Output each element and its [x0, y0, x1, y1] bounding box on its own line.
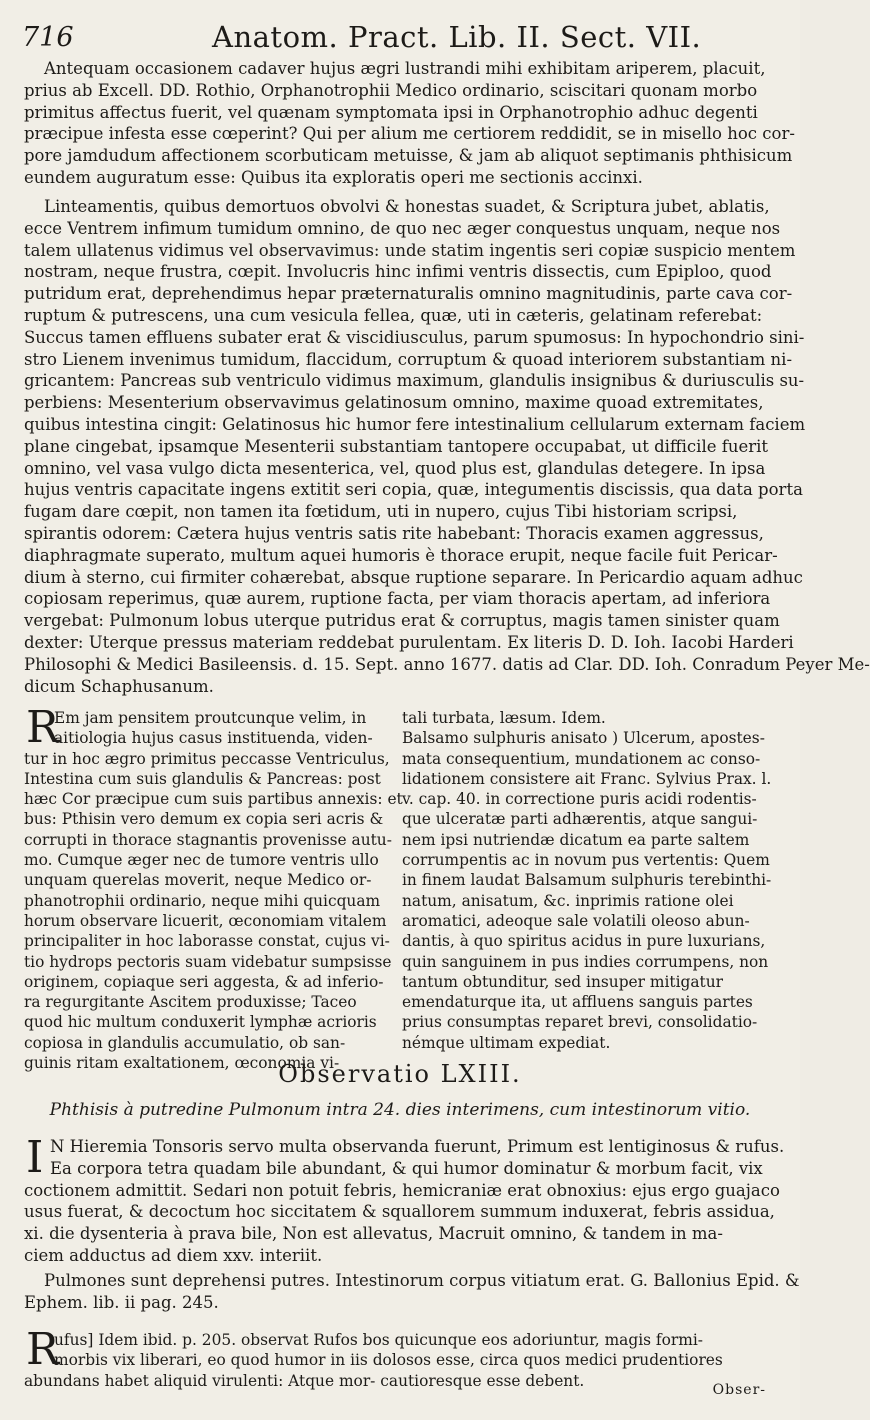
text-line: nostram, neque frustra, cœpit. Involucris hinc infimi ventris dissectis, cum Epiploo, quod: [24, 262, 772, 282]
text-line: usus fuerat, & decoctum hoc siccitatem & squallorem summum induxerat, febris assidua,: [24, 1202, 775, 1222]
text-line: principaliter in hoc laborasse constat, cujus vi-: [24, 932, 390, 951]
text-line: Balsamo sulphuris anisato ) Ulcerum, apostes-: [402, 729, 765, 748]
text-line: tio hydrops pectoris suam videbatur sumpsisse: [24, 952, 392, 971]
drop-cap-footer: R: [26, 1324, 60, 1375]
text-line: corrumpentis ac in novum pus vertentis: Quem: [402, 851, 770, 870]
text-line: prius ab Excell. DD. Rothio, Orphanotrophii Medico ordinario, sciscitari quonam morbo: [24, 80, 758, 100]
text-line: tantum obtunditur, sed insuper mitigatur: [402, 972, 724, 991]
observatio-heading: Observatio LXIII.: [278, 1060, 522, 1088]
drop-cap-observatio: I: [26, 1132, 44, 1183]
text-line: némque ultimam expediat.: [402, 1033, 611, 1052]
text-line: quibus intestina cingit: Gelatinosus hic humor fere intestinalium cellularum externam faciem: [24, 414, 806, 434]
running-title: Anatom. Pract. Lib. II. Sect. VII.: [212, 20, 702, 54]
text-line: primitus affectus fuerit, vel quænam symptomata ipsi in Orphanotrophio adhuc degenti: [24, 102, 758, 122]
text-line: omnino, vel vasa vulgo dicta mesenterica, vel, quod plus est, glandulas detegere. In ipsa: [24, 458, 766, 478]
observatio-citation: [24, 1270, 800, 1314]
text-line: putridum erat, deprehendimus hepar præternaturalis omnino magnitudinis, parte cava cor-: [24, 284, 793, 304]
text-line: Philosophi & Medici Basileensis. d. 15. Sept. anno 1677. datis ad Clar. DD. Ioh. Conradum Peyer Me-: [24, 654, 870, 674]
drop-cap-left: R: [26, 702, 60, 753]
text-line: tur in hoc ægro primitus peccasse Ventriculus,: [24, 749, 390, 768]
text-line: dium à sterno, cui firmiter cohærebat, absque ruptione separare. In Pericardio aquam adhuc: [24, 567, 803, 587]
text-line: emendaturque ita, ut affluens sanguis partes: [402, 993, 753, 1012]
text-line: ecce Ventrem infimum tumidum omnino, de quo nec æger conquestus unquam, neque nos: [24, 218, 781, 238]
text-line: vergebat: Pulmonum lobus uterque putridus erat & corruptus, magis tamen sinister quam: [24, 611, 780, 631]
text-line: v. cap. 40. in correctione puris acidi rodentis-: [402, 790, 757, 809]
text-line: ciem adductus ad diem xxv. interiit.: [24, 1245, 323, 1265]
text-line: hujus ventris capacitate ingens extitit seri copia, quæ, integumentis discissis, qua data porta: [24, 480, 803, 500]
text-line: tali turbata, læsum. Idem.: [402, 709, 606, 727]
text-line: nem ipsi nutriendæ dicatum ea parte saltem: [402, 830, 750, 849]
text-line: Linteamentis, quibus demortuos obvolvi & honestas suadet, & Scriptura jubet, ablatis,: [44, 197, 770, 216]
text-line: morbis vix liberari, eo quod humor in iis dolosos esse, circa quos medici prudentiores: [54, 1351, 723, 1370]
text-line: Ephem. lib. ii pag. 245.: [24, 1292, 219, 1312]
text-line: hæc Cor præcipue cum suis partibus annexis: et: [24, 790, 403, 809]
text-line: Succus tamen effluens subater erat & viscidiusculus, parum spumosus: In hypochondrio sini-: [24, 327, 805, 347]
text-line: bus: Pthisin vero demum ex copia seri acris &: [24, 810, 384, 829]
text-line: in finem laudat Balsamum sulphuris terebinthi-: [402, 871, 772, 890]
paragraph-dissection: [24, 196, 870, 697]
text-line: abundans habet aliquid virulenti: Atque mor- cautioresque esse debent.: [24, 1371, 585, 1390]
text-line: copiosam reperimus, quæ aurem, ruptione facta, per viam thoracis apertam, ad inferiora: [24, 589, 771, 609]
footer-block: [24, 1324, 776, 1391]
text-line: mata consequentium, mundationem ac conso-: [402, 749, 761, 768]
text-line: ra regurgitante Ascitem produxisse; Taceo: [24, 993, 357, 1012]
text-line: stro Lienem invenimus tumidum, flaccidum, corruptum & quoad interiorem substantiam ni-: [24, 349, 793, 369]
text-line: aromatici, adeoque sale volatili oleoso abun-: [402, 911, 750, 930]
text-line: ruptum & putrescens, una cum vesicula fellea, quæ, uti in cæteris, gelatinam referebat:: [24, 305, 763, 325]
paragraph-intro: [24, 58, 795, 189]
text-line: guinis ritam exaltationem, œconomia vi-: [24, 1054, 340, 1073]
text-line: gricantem: Pancreas sub ventriculo vidimus maximum, glandulis insignibus & duriusculis su-: [24, 371, 805, 391]
observatio-text: [24, 1132, 785, 1267]
text-line: plane cingebat, ipsamque Mesenterii substantiam tantopere occupabat, ut difficile fuerit: [24, 436, 769, 456]
text-line: Intestina cum suis glandulis & Pancreas: post: [24, 769, 381, 788]
text-line: talem ullatenus vidimus vel observavimus: unde statim ingentis seri copiæ suspicio mentem: [24, 240, 796, 260]
text-line: copiosa in glandulis accumulatio, ob san-: [24, 1033, 346, 1052]
text-line: prius consumptas reparet brevi, consolidatio-: [402, 1013, 758, 1032]
text-line: præcipue infesta esse cœperint? Qui per alium me certiorem reddidit, se in misello hoc cor-: [24, 124, 795, 144]
running-header: [22, 20, 770, 54]
text-line: dicum Schaphusanum.: [24, 676, 214, 696]
catchword: Obser-: [712, 1382, 766, 1398]
page-number: 716: [22, 22, 74, 53]
text-line: diaphragmate superato, multum aquei humoris è thorace erupit, neque facile fuit Pericar-: [24, 545, 778, 565]
text-line: dexter: Uterque pressus materiam reddebat purulentam. Ex literis D. D. Ioh. Iacobi Harderi: [24, 632, 794, 652]
left-column: [24, 702, 403, 1073]
text-line: N Hieremia Tonsoris servo multa observanda fuerunt, Primum est lentiginosus & rufus.: [50, 1137, 785, 1156]
right-column: [402, 708, 778, 1053]
text-line: corrupti in thorace stagnantis provenisse autu-: [24, 830, 392, 849]
text-line: quin sanguinem in pus indies corrumpens, non: [402, 952, 769, 971]
text-line: lidationem consistere ait Franc. Sylvius Prax. l.: [402, 769, 772, 788]
text-line: phanotrophii ordinario, neque mihi quicquam: [24, 891, 381, 910]
text-line: xi. die dysenteria à prava bile, Non est allevatus, Macruit omnino, & tandem in ma-: [24, 1224, 723, 1244]
text-line: Pulmones sunt deprehensi putres. Intestinorum corpus vitiatum erat. G. Ballonius Epid. &: [44, 1271, 800, 1290]
text-line: Antequam occasionem cadaver hujus ægri lustrandi mihi exhibitam ariperem, placuit,: [44, 59, 766, 78]
text-line: mo. Cumque æger nec de tumore ventris ullo: [24, 851, 379, 870]
text-line: que ulceratæ parti adhærentis, atque sangui-: [402, 810, 758, 829]
text-line: aitiologia hujus casus instituenda, viden-: [54, 729, 373, 748]
text-line: eundem auguratum esse: Quibus ita exploratis operi me sectionis accinxi.: [24, 167, 643, 187]
text-line: spirantis odorem: Cætera hujus ventris satis rite habebant: Thoracis examen aggressus,: [24, 523, 764, 543]
text-line: originem, copiaque seri aggesta, & ad inferio-: [24, 972, 384, 991]
text-line: ufus] Idem ibid. p. 205. observat Rufos bos quicunque eos adoriuntur, magis formi-: [54, 1331, 703, 1349]
text-line: coctionem admittit. Sedari non potuit febris, hemicraniæ erat obnoxius: ejus ergo guajaco: [24, 1180, 780, 1200]
text-line: quod hic multum conduxerit lymphæ acrioris: [24, 1013, 377, 1032]
observatio-subtitle: Phthisis à putredine Pulmonum intra 24. dies interimens, cum intestinorum vitio.: [49, 1100, 751, 1120]
text-line: perbiens: Mesenterium observavimus gelatinosum omnino, maxime quoad extremitates,: [24, 393, 764, 413]
text-line: Em jam pensitem proutcunque velim, in: [54, 709, 367, 727]
text-line: Ea corpora tetra quadam bile abundant, & qui humor dominatur & morbum facit, vix: [50, 1158, 763, 1178]
text-line: horum observare licuerit, œconomiam vitalem: [24, 911, 387, 930]
text-line: dantis, à quo spiritus acidus in pure luxurians,: [402, 932, 766, 951]
text-line: unquam querelas moverit, neque Medico or-: [24, 871, 372, 890]
text-line: fugam dare cœpit, non tamen ita fœtidum, uti in nupero, cujus Tibi historiam scripsi,: [24, 502, 738, 522]
text-line: natum, anisatum, &c. inprimis ratione olei: [402, 891, 734, 910]
text-line: pore jamdudum affectionem scorbuticam metuisse, & jam ab aliquot septimanis phthisicum: [24, 146, 793, 166]
